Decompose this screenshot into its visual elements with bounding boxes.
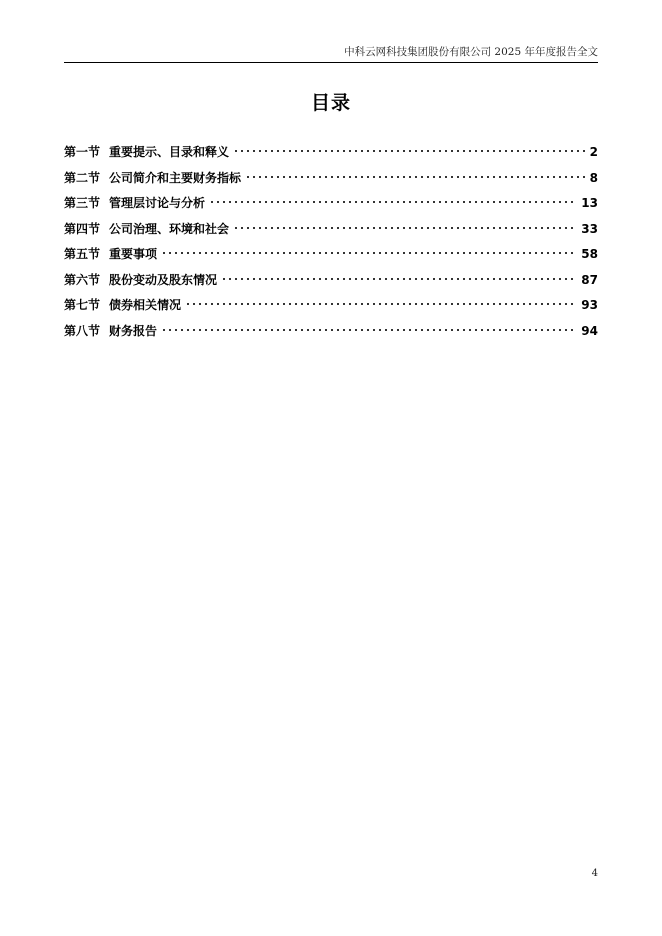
toc-dot-leader <box>185 302 577 306</box>
toc-section-title: 重要事项 <box>109 247 158 261</box>
toc-page-number: 94 <box>581 323 598 338</box>
toc-entry[interactable] <box>64 268 598 294</box>
page-title: 目录 <box>310 92 351 114</box>
toc-entry[interactable] <box>64 191 598 217</box>
toc-section-number: 第五节 <box>64 247 101 261</box>
page-number: 4 <box>591 868 598 879</box>
toc-page-number: 2 <box>589 145 598 159</box>
toc-dot-leader <box>221 277 577 281</box>
toc-entry[interactable] <box>64 140 598 166</box>
toc-page-number: 93 <box>581 298 598 312</box>
toc-page-number: 58 <box>581 247 598 261</box>
toc-section-title: 财务报告 <box>109 323 158 338</box>
toc-entry[interactable] <box>64 217 598 243</box>
toc-section-number: 第一节 <box>64 145 101 159</box>
toc-dot-leader <box>161 328 577 332</box>
toc-page-number: 8 <box>589 170 598 185</box>
toc-entry[interactable] <box>64 293 598 319</box>
toc-section-title: 公司简介和主要财务指标 <box>109 170 242 185</box>
toc-section-number: 第八节 <box>64 323 101 338</box>
toc-section-title: 股份变动及股东情况 <box>109 272 218 287</box>
toc-section-title: 重要提示、目录和释义 <box>109 145 230 159</box>
header-text: 中科云网科技集团股份有限公司 2025 年年度报告全文 <box>344 46 598 58</box>
toc-entry[interactable] <box>64 319 598 345</box>
toc-section-number: 第七节 <box>64 298 101 312</box>
toc-section-number: 第六节 <box>64 272 101 287</box>
toc-section-number: 第四节 <box>64 221 101 236</box>
toc-dot-leader <box>209 200 577 204</box>
toc-page-number: 13 <box>581 196 598 210</box>
toc-page-number: 33 <box>581 221 598 236</box>
toc-dot-leader <box>161 251 577 255</box>
toc-dot-leader <box>233 226 577 230</box>
toc-section-number: 第三节 <box>64 196 101 210</box>
toc-page-number: 87 <box>581 272 598 287</box>
toc-entry[interactable] <box>64 242 598 268</box>
toc-dot-leader <box>245 175 586 179</box>
toc-entry[interactable] <box>64 166 598 192</box>
toc-section-title: 债券相关情况 <box>109 298 182 312</box>
toc-section-title: 公司治理、环境和社会 <box>109 221 230 236</box>
table-of-contents <box>64 140 598 344</box>
toc-section-title: 管理层讨论与分析 <box>109 196 206 210</box>
toc-section-number: 第二节 <box>64 170 101 185</box>
toc-dot-leader <box>233 149 586 153</box>
running-header <box>64 46 598 63</box>
